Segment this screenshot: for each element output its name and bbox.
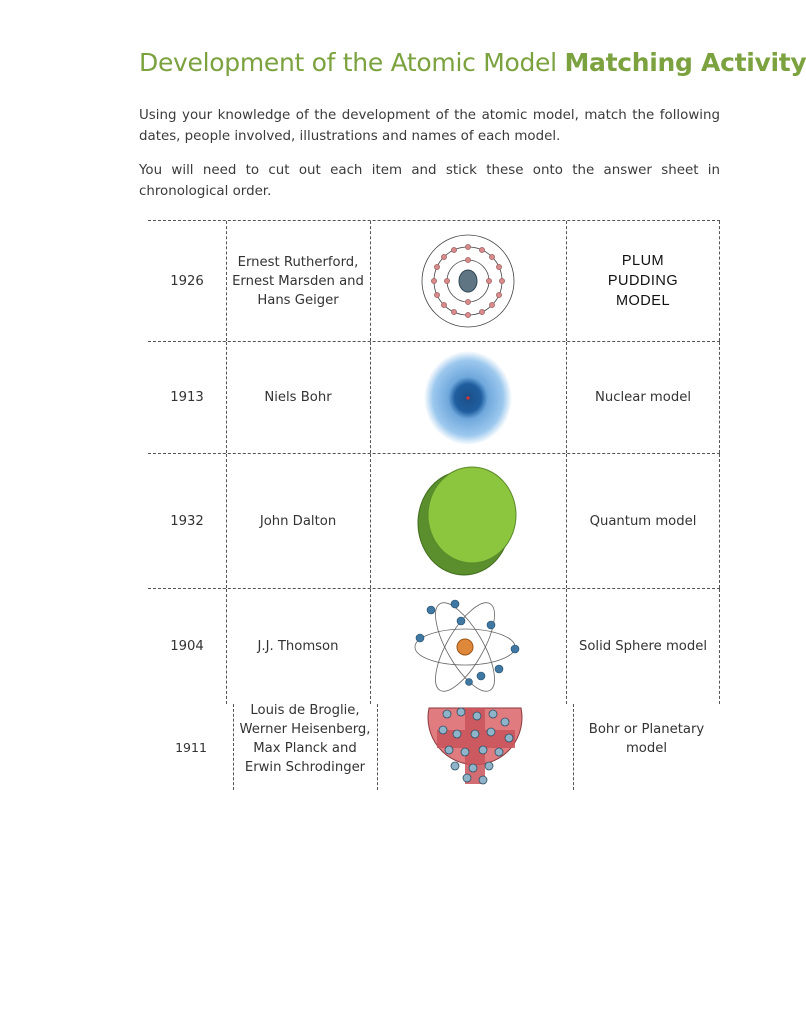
solid-sphere-atom-icon (416, 464, 520, 578)
people-cell (233, 704, 377, 790)
electron-cloud-atom-icon (423, 350, 513, 446)
plum-pudding-atom-icon (427, 704, 523, 788)
people-cell: Ernest Rutherford, Ernest Marsden and Hans Geiger (232, 254, 364, 308)
table-row (148, 341, 720, 453)
illustration-cell (370, 221, 566, 341)
illustration-cell (370, 589, 566, 704)
instruction-paragraph-1: Using your knowledge of the development of the atomic model, match the following dates, people involved, illustrations and names of each model. (139, 108, 720, 144)
orbital-nucleus-atom-icon (413, 594, 523, 700)
title-bold: Matching Activity (564, 48, 806, 77)
model-label: PLUM PUDDING MODEL (607, 253, 679, 309)
model-cell (566, 221, 720, 341)
bohr-shells-atom-icon (418, 231, 518, 331)
instruction-paragraph-2: You will need to cut out each item and stick these onto the answer sheet in chronological order. (139, 163, 720, 199)
date-cell: 1913 (170, 390, 204, 405)
table-row (148, 453, 720, 588)
model-label: Solid Sphere model (578, 639, 708, 654)
people-cell: J.J. Thomson (257, 639, 339, 654)
people-label: Louis de Broglie, Werner Heisenberg, Max Planck and Erwin Schrodinger (239, 703, 371, 775)
model-cell (573, 704, 720, 790)
people-cell: John Dalton (259, 513, 337, 529)
people-cell: Niels Bohr (264, 390, 332, 405)
date-cell: 1926 (170, 273, 204, 289)
table-row (148, 588, 720, 704)
illustration-cell (370, 454, 566, 588)
date-cell: 1911 (175, 739, 207, 755)
illustration-cell (370, 342, 566, 453)
table-row (152, 704, 724, 790)
table-row (148, 220, 720, 341)
date-cell: 1904 (170, 639, 204, 654)
date-cell: 1932 (170, 513, 204, 529)
model-label: Bohr or Planetary model (588, 722, 705, 756)
page-title (139, 48, 806, 77)
title-light: Development of the Atomic Model (139, 48, 557, 77)
model-label: Nuclear model (594, 390, 691, 405)
illustration-cell (377, 704, 573, 790)
model-label: Quantum model (589, 513, 697, 529)
